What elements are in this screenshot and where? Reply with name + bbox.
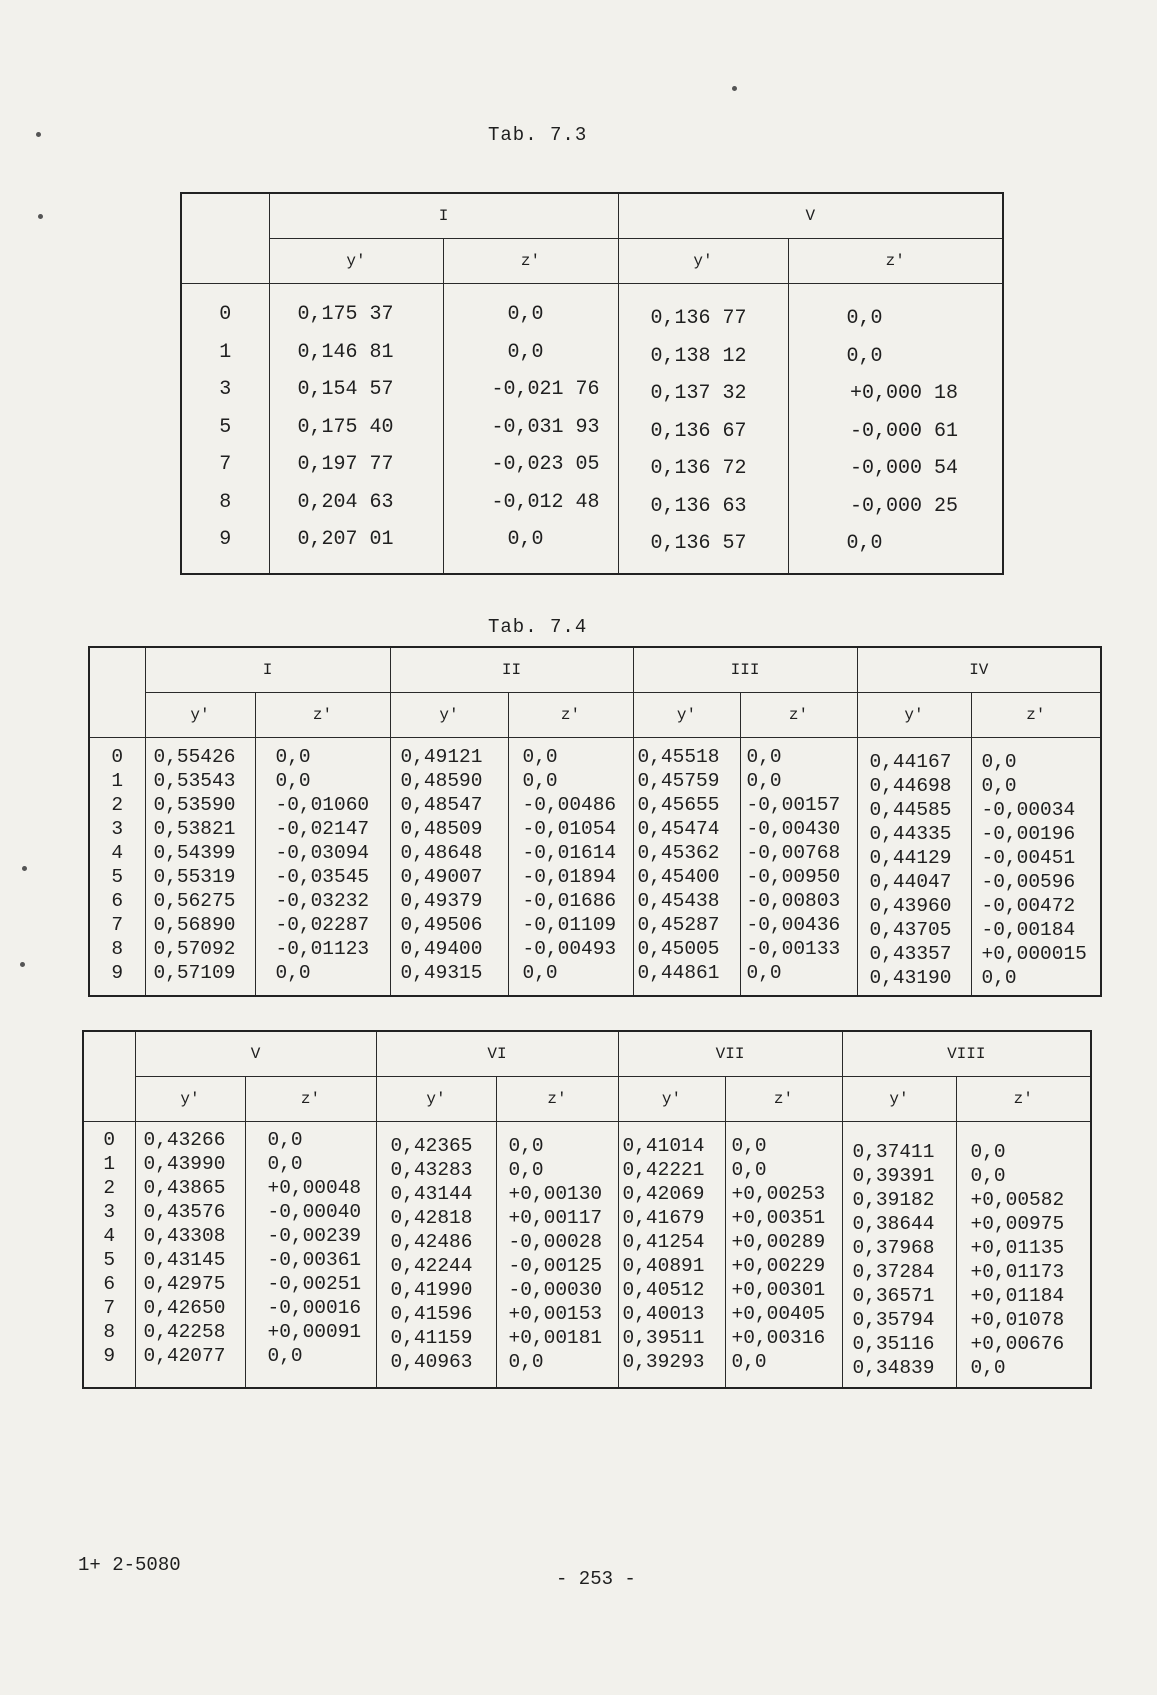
cell-value: +0,00253 xyxy=(731,1183,826,1205)
cell-value: -0,00436 xyxy=(746,914,841,936)
cell-value: 0,43576 xyxy=(143,1201,226,1223)
group-header: IV xyxy=(857,647,1101,693)
punch-hole-mark xyxy=(22,866,27,871)
table-7-4-part-a xyxy=(88,646,1102,997)
row-index: 6 xyxy=(103,1273,116,1295)
row-index: 0 xyxy=(111,746,124,768)
cell-value: 0,137 32 xyxy=(650,382,747,405)
cell-value: 0,45362 xyxy=(637,842,720,864)
group-header: I xyxy=(269,193,618,239)
column-header: y' xyxy=(269,239,443,284)
cell-value: 0,49379 xyxy=(400,890,483,912)
cell-value: 0,0 xyxy=(275,962,311,984)
cell-value: 0,39511 xyxy=(622,1327,705,1349)
cell-value: 0,42486 xyxy=(390,1231,473,1253)
column-header: y' xyxy=(857,693,971,738)
group-header: VI xyxy=(376,1031,618,1077)
cell-value: 0,43190 xyxy=(869,967,952,989)
cell-value: 0,44167 xyxy=(869,751,952,773)
row-index: 7 xyxy=(111,914,124,936)
cell-value: +0,00289 xyxy=(731,1231,826,1253)
cell-value: 0,53590 xyxy=(153,794,236,816)
cell-value: +0,00229 xyxy=(731,1255,826,1277)
cell-value: +0,00676 xyxy=(970,1333,1065,1355)
cell-value: 0,54399 xyxy=(153,842,236,864)
cell-value: 0,175 40 xyxy=(297,415,394,439)
cell-value: 0,45438 xyxy=(637,890,720,912)
cell-value: -0,00040 xyxy=(267,1201,362,1223)
cell-value: +0,00048 xyxy=(267,1177,362,1199)
punch-hole-mark xyxy=(20,962,25,967)
cell-value: 0,0 xyxy=(507,303,544,326)
cell-value: -0,031 93 xyxy=(491,415,600,439)
cell-value: 0,45759 xyxy=(637,770,720,792)
cell-value: -0,00486 xyxy=(522,794,617,816)
cell-value: 0,0 xyxy=(522,962,558,984)
cell-value: 0,48509 xyxy=(400,818,483,840)
cell-value: -0,02147 xyxy=(275,818,370,840)
cell-value: +0,00153 xyxy=(508,1303,603,1325)
table-7-4-corner xyxy=(83,1031,135,1122)
group-header: II xyxy=(390,647,633,693)
cell-value: 0,0 xyxy=(981,751,1017,773)
y-column-VII xyxy=(618,1122,725,1388)
cell-value: +0,00301 xyxy=(731,1279,826,1301)
punch-hole-mark xyxy=(732,86,737,91)
group-header: V xyxy=(135,1031,376,1077)
table-7-3-caption: Tab. 7.3 xyxy=(488,124,588,146)
punch-hole-mark xyxy=(36,132,41,137)
cell-value: 0,42221 xyxy=(622,1159,705,1181)
group-header: III xyxy=(633,647,857,693)
cell-value: 0,0 xyxy=(508,1135,544,1157)
column-header: z' xyxy=(245,1077,376,1122)
cell-value: 0,138 12 xyxy=(650,344,747,368)
cell-value: 0,0 xyxy=(731,1351,767,1373)
cell-value: 0,42975 xyxy=(143,1273,226,1295)
cell-value: 0,49315 xyxy=(400,962,483,984)
cell-value: 0,48547 xyxy=(400,794,483,816)
cell-value: 0,53821 xyxy=(153,818,236,840)
row-index: 1 xyxy=(219,340,232,364)
row-index: 9 xyxy=(103,1345,116,1367)
cell-value: -0,00768 xyxy=(746,842,841,864)
z-column-III xyxy=(740,738,857,996)
column-header: z' xyxy=(956,1077,1091,1122)
cell-value: -0,00125 xyxy=(508,1255,603,1277)
cell-value: 0,49121 xyxy=(400,746,483,768)
cell-value: 0,45474 xyxy=(637,818,720,840)
row-index: 0 xyxy=(219,303,232,326)
group-header: V xyxy=(618,193,1003,239)
cell-value: 0,37968 xyxy=(852,1237,935,1259)
cell-value: 0,45005 xyxy=(637,938,720,960)
cell-value: 0,0 xyxy=(981,775,1017,797)
z-column-II xyxy=(508,738,633,996)
column-header: y' xyxy=(376,1077,496,1122)
row-index: 1 xyxy=(103,1153,116,1175)
cell-value: -0,00184 xyxy=(981,919,1076,941)
table-7-3-corner xyxy=(181,193,269,284)
row-index: 8 xyxy=(219,490,232,514)
cell-value: 0,40963 xyxy=(390,1351,473,1373)
cell-value: 0,43144 xyxy=(390,1183,473,1205)
cell-value: -0,000 61 xyxy=(850,419,959,443)
table-7-3 xyxy=(180,192,1004,575)
index-column xyxy=(83,1122,135,1388)
column-header: z' xyxy=(496,1077,618,1122)
row-index: 5 xyxy=(111,866,124,888)
cell-value: -0,03232 xyxy=(275,890,370,912)
cell-value: +0,00582 xyxy=(970,1189,1065,1211)
column-header: y' xyxy=(618,239,788,284)
y-column-VIII xyxy=(842,1122,956,1388)
cell-value: -0,00030 xyxy=(508,1279,603,1301)
cell-value: +0,00405 xyxy=(731,1303,826,1325)
y-column-V xyxy=(618,284,788,574)
cell-value: 0,197 77 xyxy=(297,453,394,476)
cell-value: -0,000 54 xyxy=(850,457,959,480)
cell-value: 0,136 63 xyxy=(650,494,747,518)
cell-value: 0,0 xyxy=(970,1357,1006,1379)
z-column-I xyxy=(443,284,618,574)
row-index: 3 xyxy=(219,378,232,401)
cell-value: 0,136 77 xyxy=(650,307,747,330)
column-header: y' xyxy=(145,693,255,738)
cell-value: 0,40512 xyxy=(622,1279,705,1301)
cell-value: 0,0 xyxy=(981,967,1017,989)
cell-value: 0,136 67 xyxy=(650,419,747,443)
z-column-I xyxy=(255,738,390,996)
cell-value: -0,00803 xyxy=(746,890,841,912)
y-column-III xyxy=(633,738,740,996)
cell-value: 0,40013 xyxy=(622,1303,705,1325)
cell-value: -0,01614 xyxy=(522,842,617,864)
cell-value: 0,48648 xyxy=(400,842,483,864)
cell-value: 0,0 xyxy=(970,1141,1006,1163)
cell-value: 0,0 xyxy=(275,770,311,792)
column-header: z' xyxy=(971,693,1101,738)
cell-value: -0,021 76 xyxy=(491,378,600,401)
cell-value: -0,00251 xyxy=(267,1273,362,1295)
cell-value: 0,136 57 xyxy=(650,532,747,555)
cell-value: 0,55426 xyxy=(153,746,236,768)
group-header: I xyxy=(145,647,390,693)
cell-value: +0,00975 xyxy=(970,1213,1065,1235)
cell-value: -0,00196 xyxy=(981,823,1076,845)
cell-value: +0,01135 xyxy=(970,1237,1065,1259)
cell-value: -0,00950 xyxy=(746,866,841,888)
cell-value: 0,146 81 xyxy=(297,340,394,364)
page-number: - 253 - xyxy=(556,1568,636,1590)
cell-value: 0,0 xyxy=(267,1345,303,1367)
row-index: 8 xyxy=(111,938,124,960)
column-header: y' xyxy=(135,1077,245,1122)
y-column-II xyxy=(390,738,508,996)
cell-value: 0,41596 xyxy=(390,1303,473,1325)
cell-value: 0,44585 xyxy=(869,799,952,821)
row-index: 3 xyxy=(111,818,124,840)
cell-value: -0,03094 xyxy=(275,842,370,864)
cell-value: 0,43960 xyxy=(869,895,952,917)
cell-value: -0,03545 xyxy=(275,866,370,888)
cell-value: 0,49400 xyxy=(400,938,483,960)
row-index: 2 xyxy=(111,794,124,816)
cell-value: +0,01184 xyxy=(970,1285,1065,1307)
cell-value: 0,42069 xyxy=(622,1183,705,1205)
cell-value: -0,00472 xyxy=(981,895,1076,917)
cell-value: 0,36571 xyxy=(852,1285,935,1307)
cell-value: 0,48590 xyxy=(400,770,483,792)
cell-value: 0,43357 xyxy=(869,943,952,965)
y-column-IV xyxy=(857,738,971,996)
group-header: VIII xyxy=(842,1031,1091,1077)
cell-value: 0,41254 xyxy=(622,1231,705,1253)
row-index: 1 xyxy=(111,770,124,792)
cell-value: 0,43705 xyxy=(869,919,952,941)
y-column-VI xyxy=(376,1122,496,1388)
cell-value: 0,175 37 xyxy=(297,303,394,326)
column-header: z' xyxy=(788,239,1003,284)
cell-value: -0,00596 xyxy=(981,871,1076,893)
cell-value: 0,53543 xyxy=(153,770,236,792)
y-column-I xyxy=(145,738,255,996)
cell-value: 0,44047 xyxy=(869,871,952,893)
cell-value: +0,000 18 xyxy=(850,382,959,405)
cell-value: +0,01078 xyxy=(970,1309,1065,1331)
cell-value: 0,55319 xyxy=(153,866,236,888)
cell-value: 0,35794 xyxy=(852,1309,935,1331)
table-7-4-caption: Tab. 7.4 xyxy=(488,616,588,638)
cell-value: -0,00361 xyxy=(267,1249,362,1271)
cell-value: -0,01060 xyxy=(275,794,370,816)
y-column-V xyxy=(135,1122,245,1388)
cell-value: 0,45400 xyxy=(637,866,720,888)
cell-value: 0,136 72 xyxy=(650,457,747,480)
column-header: z' xyxy=(725,1077,842,1122)
cell-value: 0,39293 xyxy=(622,1351,705,1373)
cell-value: 0,0 xyxy=(846,307,883,330)
cell-value: 0,57092 xyxy=(153,938,236,960)
table-7-4-part-b xyxy=(82,1030,1092,1389)
cell-value: 0,34839 xyxy=(852,1357,935,1379)
row-index: 8 xyxy=(103,1321,116,1343)
cell-value: -0,012 48 xyxy=(491,490,600,514)
z-column-V xyxy=(788,284,1003,574)
cell-value: 0,0 xyxy=(507,340,544,364)
cell-value: -0,00016 xyxy=(267,1297,362,1319)
cell-value: 0,42244 xyxy=(390,1255,473,1277)
cell-value: 0,0 xyxy=(508,1351,544,1373)
cell-value: 0,43865 xyxy=(143,1177,226,1199)
punch-hole-mark xyxy=(38,214,43,219)
cell-value: 0,207 01 xyxy=(297,528,394,551)
row-index: 4 xyxy=(111,842,124,864)
column-header: y' xyxy=(842,1077,956,1122)
cell-value: -0,00133 xyxy=(746,938,841,960)
cell-value: 0,0 xyxy=(746,746,782,768)
cell-value: -0,00028 xyxy=(508,1231,603,1253)
cell-value: 0,42650 xyxy=(143,1297,226,1319)
cell-value: 0,43308 xyxy=(143,1225,226,1247)
cell-value: 0,38644 xyxy=(852,1213,935,1235)
z-column-VI xyxy=(496,1122,618,1388)
cell-value: 0,0 xyxy=(267,1153,303,1175)
cell-value: 0,37284 xyxy=(852,1261,935,1283)
cell-value: +0,00130 xyxy=(508,1183,603,1205)
cell-value: 0,43990 xyxy=(143,1153,226,1175)
row-index: 3 xyxy=(103,1201,116,1223)
cell-value: 0,0 xyxy=(522,746,558,768)
cell-value: 0,41679 xyxy=(622,1207,705,1229)
cell-value: +0,01173 xyxy=(970,1261,1065,1283)
cell-value: 0,0 xyxy=(746,770,782,792)
cell-value: 0,35116 xyxy=(852,1333,935,1355)
cell-value: -0,00493 xyxy=(522,938,617,960)
cell-value: -0,01054 xyxy=(522,818,617,840)
cell-value: -0,000 25 xyxy=(850,494,959,518)
group-header: VII xyxy=(618,1031,842,1077)
cell-value: 0,154 57 xyxy=(297,378,394,401)
row-index: 5 xyxy=(219,415,232,439)
cell-value: 0,39391 xyxy=(852,1165,935,1187)
row-index: 7 xyxy=(103,1297,116,1319)
cell-value: -0,00239 xyxy=(267,1225,362,1247)
cell-value: -0,00430 xyxy=(746,818,841,840)
cell-value: 0,41990 xyxy=(390,1279,473,1301)
cell-value: 0,0 xyxy=(522,770,558,792)
cell-value: -0,01123 xyxy=(275,938,370,960)
cell-value: 0,0 xyxy=(267,1129,303,1151)
cell-value: 0,56890 xyxy=(153,914,236,936)
z-column-IV xyxy=(971,738,1101,996)
cell-value: -0,00157 xyxy=(746,794,841,816)
cell-value: 0,45655 xyxy=(637,794,720,816)
row-index: 5 xyxy=(103,1249,116,1271)
cell-value: -0,01894 xyxy=(522,866,617,888)
cell-value: +0,00091 xyxy=(267,1321,362,1343)
cell-value: 0,39182 xyxy=(852,1189,935,1211)
cell-value: 0,49007 xyxy=(400,866,483,888)
cell-value: -0,01686 xyxy=(522,890,617,912)
cell-value: 0,0 xyxy=(507,528,544,551)
row-index: 9 xyxy=(111,962,124,984)
row-index: 7 xyxy=(219,453,232,476)
y-column-I xyxy=(269,284,443,574)
cell-value: 0,41159 xyxy=(390,1327,473,1349)
index-column xyxy=(89,738,145,996)
index-column xyxy=(181,284,269,574)
cell-value: 0,44698 xyxy=(869,775,952,797)
cell-value: -0,02287 xyxy=(275,914,370,936)
cell-value: 0,41014 xyxy=(622,1135,705,1157)
cell-value: 0,42077 xyxy=(143,1345,226,1367)
column-header: y' xyxy=(618,1077,725,1122)
cell-value: 0,0 xyxy=(846,344,883,368)
row-index: 2 xyxy=(103,1177,116,1199)
cell-value: 0,42365 xyxy=(390,1135,473,1157)
z-column-VIII xyxy=(956,1122,1091,1388)
row-index: 6 xyxy=(111,890,124,912)
cell-value: 0,44129 xyxy=(869,847,952,869)
column-header: z' xyxy=(740,693,857,738)
cell-value: 0,42818 xyxy=(390,1207,473,1229)
cell-value: 0,43283 xyxy=(390,1159,473,1181)
cell-value: 0,56275 xyxy=(153,890,236,912)
cell-value: 0,0 xyxy=(746,962,782,984)
cell-value: 0,0 xyxy=(508,1159,544,1181)
cell-value: 0,57109 xyxy=(153,962,236,984)
row-index: 4 xyxy=(103,1225,116,1247)
cell-value: 0,45287 xyxy=(637,914,720,936)
cell-value: -0,01109 xyxy=(522,914,617,936)
cell-value: -0,023 05 xyxy=(491,453,600,476)
cell-value: 0,44335 xyxy=(869,823,952,845)
column-header: z' xyxy=(255,693,390,738)
cell-value: -0,00451 xyxy=(981,847,1076,869)
cell-value: 0,204 63 xyxy=(297,490,394,514)
cell-value: -0,00034 xyxy=(981,799,1076,821)
cell-value: 0,0 xyxy=(275,746,311,768)
z-column-VII xyxy=(725,1122,842,1388)
cell-value: 0,40891 xyxy=(622,1255,705,1277)
cell-value: +0,00316 xyxy=(731,1327,826,1349)
column-header: z' xyxy=(508,693,633,738)
cell-value: +0,00181 xyxy=(508,1327,603,1349)
cell-value: 0,43266 xyxy=(143,1129,226,1151)
cell-value: 0,43145 xyxy=(143,1249,226,1271)
cell-value: 0,42258 xyxy=(143,1321,226,1343)
footer-code: 1+ 2-5080 xyxy=(78,1554,181,1576)
row-index: 9 xyxy=(219,528,232,551)
cell-value: 0,49506 xyxy=(400,914,483,936)
column-header: y' xyxy=(633,693,740,738)
z-column-V xyxy=(245,1122,376,1388)
cell-value: +0,000015 xyxy=(981,943,1087,965)
cell-value: +0,00351 xyxy=(731,1207,826,1229)
cell-value: 0,0 xyxy=(731,1135,767,1157)
cell-value: 0,45518 xyxy=(637,746,720,768)
cell-value: 0,0 xyxy=(731,1159,767,1181)
column-header: y' xyxy=(390,693,508,738)
table-7-4-corner xyxy=(89,647,145,738)
cell-value: +0,00117 xyxy=(508,1207,603,1229)
cell-value: 0,44861 xyxy=(637,962,720,984)
cell-value: 0,37411 xyxy=(852,1141,935,1163)
column-header: z' xyxy=(443,239,618,284)
row-index: 0 xyxy=(103,1129,116,1151)
cell-value: 0,0 xyxy=(846,532,883,555)
cell-value: 0,0 xyxy=(970,1165,1006,1187)
